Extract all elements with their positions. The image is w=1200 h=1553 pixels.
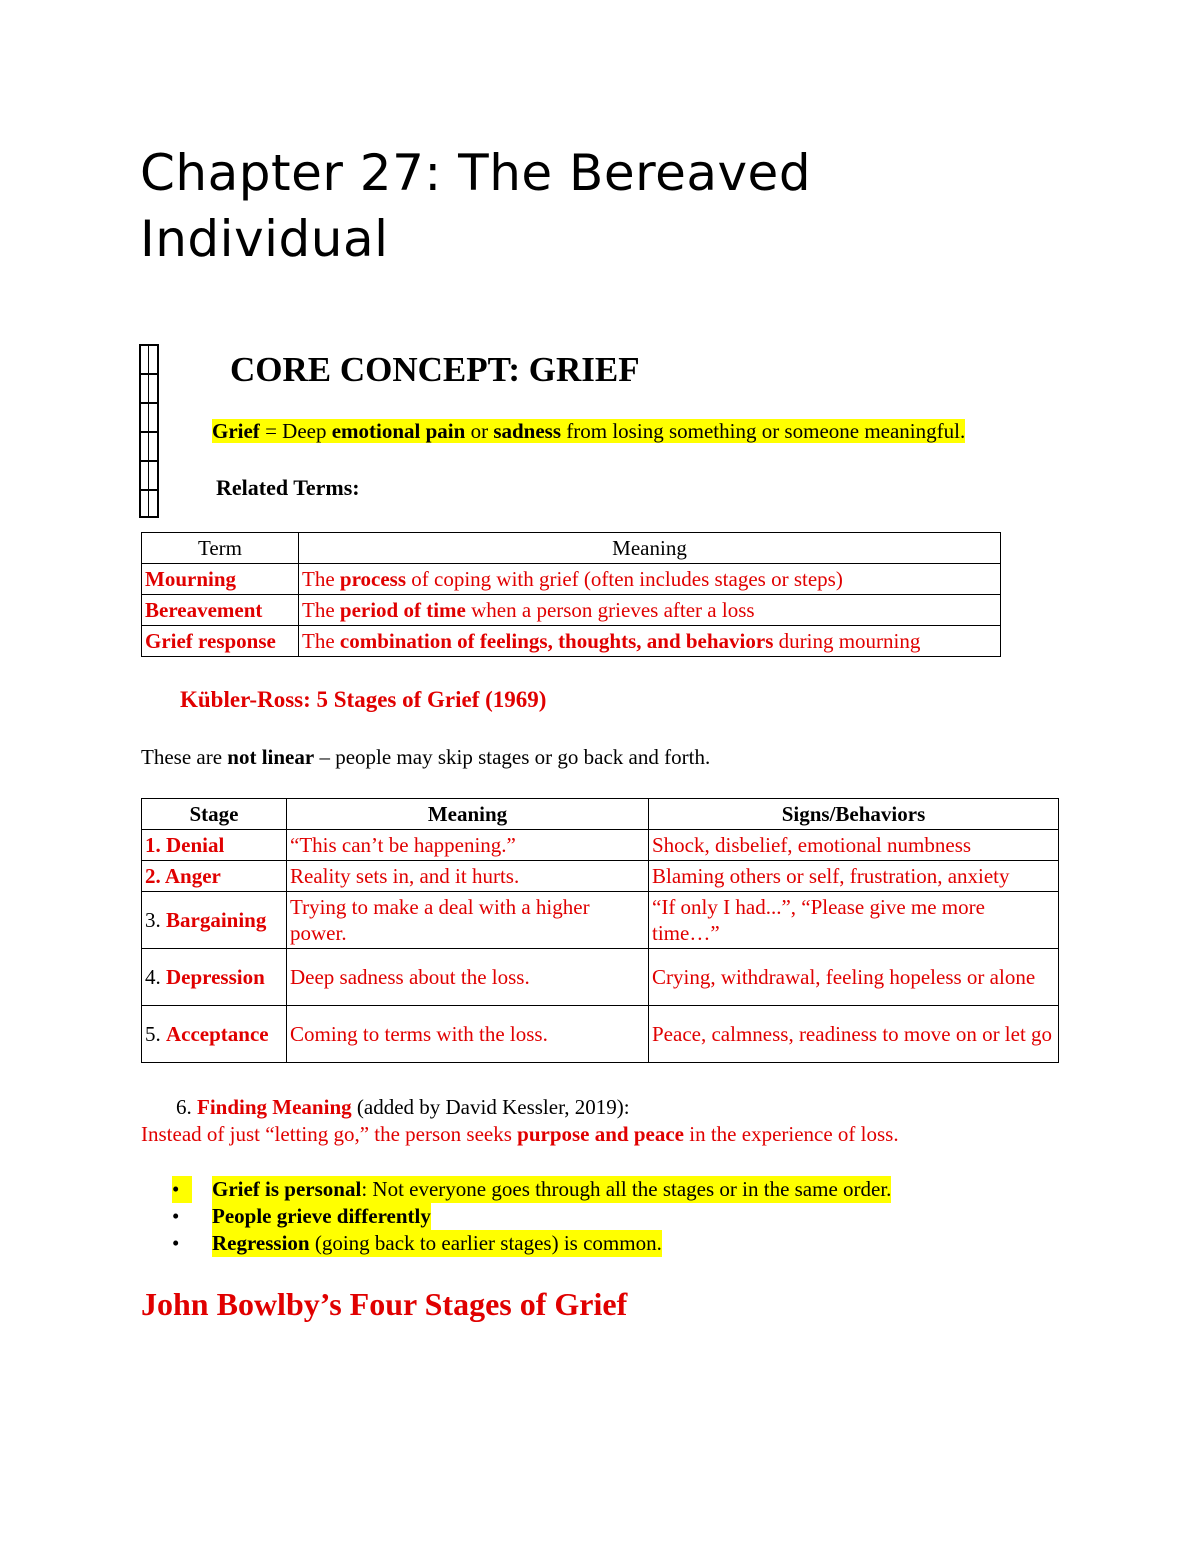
stage-num: 1. bbox=[145, 833, 166, 857]
meaning-pre: The bbox=[302, 567, 340, 591]
note-bold: not linear bbox=[227, 745, 315, 769]
stage-name: Bargaining bbox=[166, 908, 267, 932]
instead-post: in the experience of loss. bbox=[684, 1122, 899, 1146]
stage-cell bbox=[142, 892, 287, 949]
stage-name: Acceptance bbox=[166, 1022, 269, 1046]
stage-name: Depression bbox=[166, 965, 265, 989]
grief-definition-highlight bbox=[212, 419, 965, 443]
stage-cell bbox=[142, 1006, 287, 1063]
table-row bbox=[142, 892, 1059, 949]
table-row bbox=[142, 1006, 1059, 1063]
stage-meaning: “This can’t be happening.” bbox=[287, 830, 649, 861]
kubler-ross-heading: Kübler-Ross: 5 Stages of Grief (1969) bbox=[180, 687, 547, 712]
meaning-pre: The bbox=[302, 598, 340, 622]
bowlby-heading: John Bowlby’s Four Stages of Grief bbox=[141, 1286, 628, 1322]
table-row bbox=[142, 626, 1001, 657]
bullet-text bbox=[212, 1230, 662, 1257]
stage-name: Denial bbox=[166, 833, 225, 857]
grief-def-eq: = Deep bbox=[259, 419, 332, 443]
grief-def-bold-1: emotional pain bbox=[331, 419, 466, 443]
header-meaning: Meaning bbox=[299, 533, 1001, 564]
bullet-bold: Regression bbox=[212, 1231, 310, 1255]
stage-cell bbox=[142, 949, 287, 1006]
meaning-cell bbox=[299, 595, 1001, 626]
table-row bbox=[142, 949, 1059, 1006]
decorative-frame bbox=[139, 344, 159, 530]
grief-term: Grief bbox=[212, 419, 260, 443]
grief-definition bbox=[212, 419, 965, 444]
table-row bbox=[142, 564, 1001, 595]
meaning-post: during mourning bbox=[773, 629, 921, 653]
chapter-title bbox=[140, 140, 960, 272]
finding-meaning-num: 6. bbox=[176, 1095, 197, 1119]
table-row bbox=[142, 595, 1001, 626]
bullet-bold: People grieve differently bbox=[212, 1204, 431, 1228]
core-concept-heading: CORE CONCEPT: GRIEF bbox=[230, 350, 640, 389]
stage-num: 3. bbox=[145, 908, 166, 932]
meaning-cell bbox=[299, 626, 1001, 657]
meaning-bold: combination of feelings, thoughts, and behaviors bbox=[339, 629, 774, 653]
stage-num: 4. bbox=[145, 965, 166, 989]
meaning-bold: period of time bbox=[339, 598, 466, 622]
stage-signs: “If only I had...”, “Please give me more time…” bbox=[649, 892, 1059, 949]
grief-def-rest: from losing something or someone meaningful. bbox=[561, 419, 966, 443]
bullet-dot: • bbox=[172, 1231, 180, 1255]
instead-bold: purpose and peace bbox=[517, 1122, 685, 1146]
stage-num: 2. bbox=[145, 864, 165, 888]
bullet-bold: Grief is personal bbox=[212, 1177, 362, 1201]
related-terms-table bbox=[141, 532, 1001, 657]
table-row bbox=[142, 830, 1059, 861]
instead-pre: Instead of just “letting go,” the person seeks bbox=[141, 1122, 518, 1146]
table-row bbox=[142, 861, 1059, 892]
stage-meaning: Coming to terms with the loss. bbox=[287, 1006, 649, 1063]
stage-meaning: Trying to make a deal with a higher power. bbox=[287, 892, 649, 949]
table-header-row bbox=[142, 799, 1059, 830]
bullet-text bbox=[212, 1176, 891, 1203]
term-cell bbox=[142, 564, 299, 595]
term-name: Mourning bbox=[145, 567, 237, 591]
chapter-title-line1: Chapter 27: The Bereaved bbox=[140, 144, 812, 202]
stage-cell bbox=[142, 830, 287, 861]
header-meaning: Meaning bbox=[287, 799, 649, 830]
meaning-bold: process bbox=[339, 567, 407, 591]
term-cell bbox=[142, 626, 299, 657]
stage-meaning: Reality sets in, and it hurts. bbox=[287, 861, 649, 892]
stage-signs: Crying, withdrawal, feeling hopeless or alone bbox=[649, 949, 1059, 1006]
stage-signs: Shock, disbelief, emotional numbness bbox=[649, 830, 1059, 861]
chapter-title-line2: Individual bbox=[140, 210, 389, 268]
meaning-post: of coping with grief (often includes stages or steps) bbox=[406, 567, 843, 591]
bullet-dot: • bbox=[172, 1176, 192, 1203]
stage-meaning: Deep sadness about the loss. bbox=[287, 949, 649, 1006]
term-cell bbox=[142, 595, 299, 626]
stage-num: 5. bbox=[145, 1022, 166, 1046]
finding-meaning-added: (added by David Kessler, 2019): bbox=[351, 1095, 630, 1119]
related-terms-heading: Related Terms: bbox=[216, 475, 360, 500]
bullet-rest: (going back to earlier stages) is common. bbox=[309, 1231, 662, 1255]
bullet-dot: • bbox=[172, 1204, 180, 1228]
stage-cell bbox=[142, 861, 287, 892]
stage-signs: Blaming others or self, frustration, anxiety bbox=[649, 861, 1059, 892]
header-term: Term bbox=[142, 533, 299, 564]
header-signs: Signs/Behaviors bbox=[649, 799, 1059, 830]
term-name: Grief response bbox=[145, 629, 276, 653]
note-post: – people may skip stages or go back and forth. bbox=[314, 745, 711, 769]
meaning-cell bbox=[299, 564, 1001, 595]
bullet-text bbox=[212, 1203, 431, 1230]
stage-signs: Peace, calmness, readiness to move on or let go bbox=[649, 1006, 1059, 1063]
meaning-pre: The bbox=[302, 629, 340, 653]
bullet-rest: : Not everyone goes through all the stages or in the same order. bbox=[361, 1177, 892, 1201]
finding-meaning-name: Finding Meaning bbox=[197, 1095, 352, 1119]
not-linear-note bbox=[141, 745, 710, 770]
stages-table bbox=[141, 798, 1059, 1063]
grief-def-bold-2: sadness bbox=[493, 419, 562, 443]
stage-name: Anger bbox=[164, 864, 221, 888]
note-pre: These are bbox=[141, 745, 228, 769]
table-header-row bbox=[142, 533, 1001, 564]
meaning-post: when a person grieves after a loss bbox=[465, 598, 755, 622]
term-name: Bereavement bbox=[145, 598, 263, 622]
grief-def-or: or bbox=[465, 419, 494, 443]
header-stage: Stage bbox=[142, 799, 287, 830]
finding-meaning-description bbox=[141, 1122, 899, 1147]
finding-meaning-line bbox=[176, 1095, 630, 1120]
